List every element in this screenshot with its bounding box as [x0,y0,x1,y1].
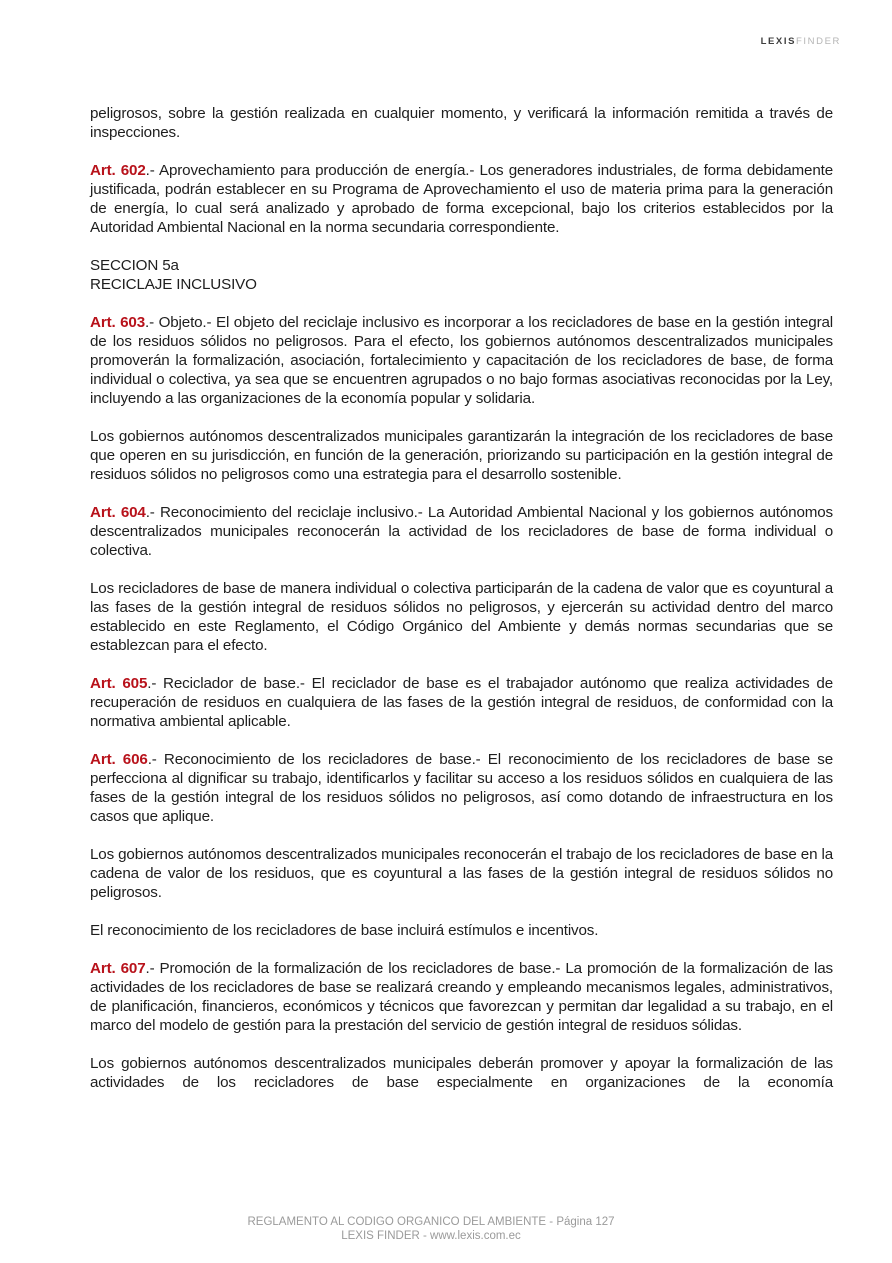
paragraph-continuation: peligrosos, sobre la gestión realizada en cualquier momento, y verificará la información remitida a través de inspecciones. [90,105,833,141]
section-heading [90,256,833,294]
article-text: .- Reconocimiento del reciclaje inclusivo.- La Autoridad Ambiental Nacional y los gobiernos autónomos descentralizados municipales reconocerán la actividad de los recicladores de base de forma individual o colectiva. [90,504,833,559]
article-text: .- Aprovechamiento para producción de energía.- Los generadores industriales, de forma debidamente justificada, podrán establecer en su Programa de Aprovechamiento el uso de materia prima para la generación de energía, lo cual será analizado y aprobado de forma excepcional, bajo los criterios establecidos por la Autoridad Ambiental Nacional en la norma secundaria correspondiente. [90,162,833,236]
logo-light-part: FINDER [796,36,841,47]
section-title: RECICLAJE INCLUSIVO [90,276,257,293]
article-label: Art. 606 [90,751,148,768]
article-text: .- Promoción de la formalización de los recicladores de base.- La promoción de la formalización de las actividades de los recicladores de base se realizará creando y empleando mecanismos legales, administrativos, de planificación, financieros, económicos y técnicos que favorezcan y permitan dar legalidad a su trabajo, en el marco del modelo de gestión para la prestación del servicio de gestión integral de residuos sólidas. [90,960,834,1034]
article-text: .- Reconocimiento de los recicladores de base.- El reconocimiento de los recicladores de base se perfecciona al dignificar su trabajo, identificarlos y facilitar su acceso a los residuos sólidos en cualquiera de las fases de la gestión integral de los residuos sólidos no peligrosos, así como dotando de infraestructura en los casos que aplique. [90,751,833,825]
footer-document-title: REGLAMENTO AL CODIGO ORGANICO DEL AMBIENTE - Página 127 [247,1216,615,1228]
article-606 [90,750,833,826]
paragraph: Los gobiernos autónomos descentralizados municipales garantizarán la integración de los recicladores de base que operen en su jurisdicción, en función de la generación, priorizando su participación en la gestión integral de residuos sólidos no peligrosos como una estrategia para el desarrollo sostenible. [90,428,833,483]
article-label: Art. 604 [90,504,146,521]
footer-website: LEXIS FINDER - www.lexis.com.ec [341,1230,521,1242]
article-label: Art. 607 [90,960,146,977]
section-number: SECCION 5a [90,257,179,274]
article-603 [90,313,833,408]
page-footer [0,1215,862,1243]
article-label: Art. 605 [90,675,148,692]
article-605 [90,674,833,731]
paragraph-continues-next-page: Los gobiernos autónomos descentralizados municipales deberán promover y apoyar la formalización de las actividades de los recicladores de base especialmente en organizaciones de la economía [90,1055,833,1091]
logo-bold-part: LEXIS [760,36,797,47]
article-602 [90,161,833,237]
article-text: .- Objeto.- El objeto del reciclaje inclusivo es incorporar a los recicladores de base en la gestión integral de los residuos sólidos no peligrosos. Para el efecto, los gobiernos autónomos descentralizados municipales promoverán la formalización, asociación, fortalecimiento y capacitación de los recicladores de base, de forma individual o colectiva, ya sea que se encuentren agrupados o no bajo formas asociativas reconocidas por la Ley, incluyendo a las organizaciones de la economía popular y solidaria. [90,314,834,407]
article-label: Art. 603 [90,314,146,331]
lexis-finder-logo [761,36,841,47]
article-text: .- Reciclador de base.- El reciclador de base es el trabajador autónomo que realiza actividades de recuperación de residuos en cualquiera de las fases de la gestión integral de residuos, de conformidad con la normativa ambiental aplicable. [90,675,833,730]
document-body [90,104,833,1092]
paragraph: Los recicladores de base de manera individual o colectiva participarán de la cadena de valor que es coyuntural a las fases de la gestión integral de residuos sólidos no peligrosos, y ejercerán su actividad dentro del marco establecido en este Reglamento, el Código Orgánico del Ambiente y demás normas secundarias que se establezcan para el efecto. [90,580,833,654]
paragraph: El reconocimiento de los recicladores de base incluirá estímulos e incentivos. [90,922,599,939]
article-604 [90,503,833,560]
article-label: Art. 602 [90,162,146,179]
article-607 [90,959,833,1035]
paragraph: Los gobiernos autónomos descentralizados municipales reconocerán el trabajo de los recicladores de base en la cadena de valor de los residuos, que es coyuntural a las fases de la gestión integral de residuos sólidos no peligrosos. [90,846,833,901]
